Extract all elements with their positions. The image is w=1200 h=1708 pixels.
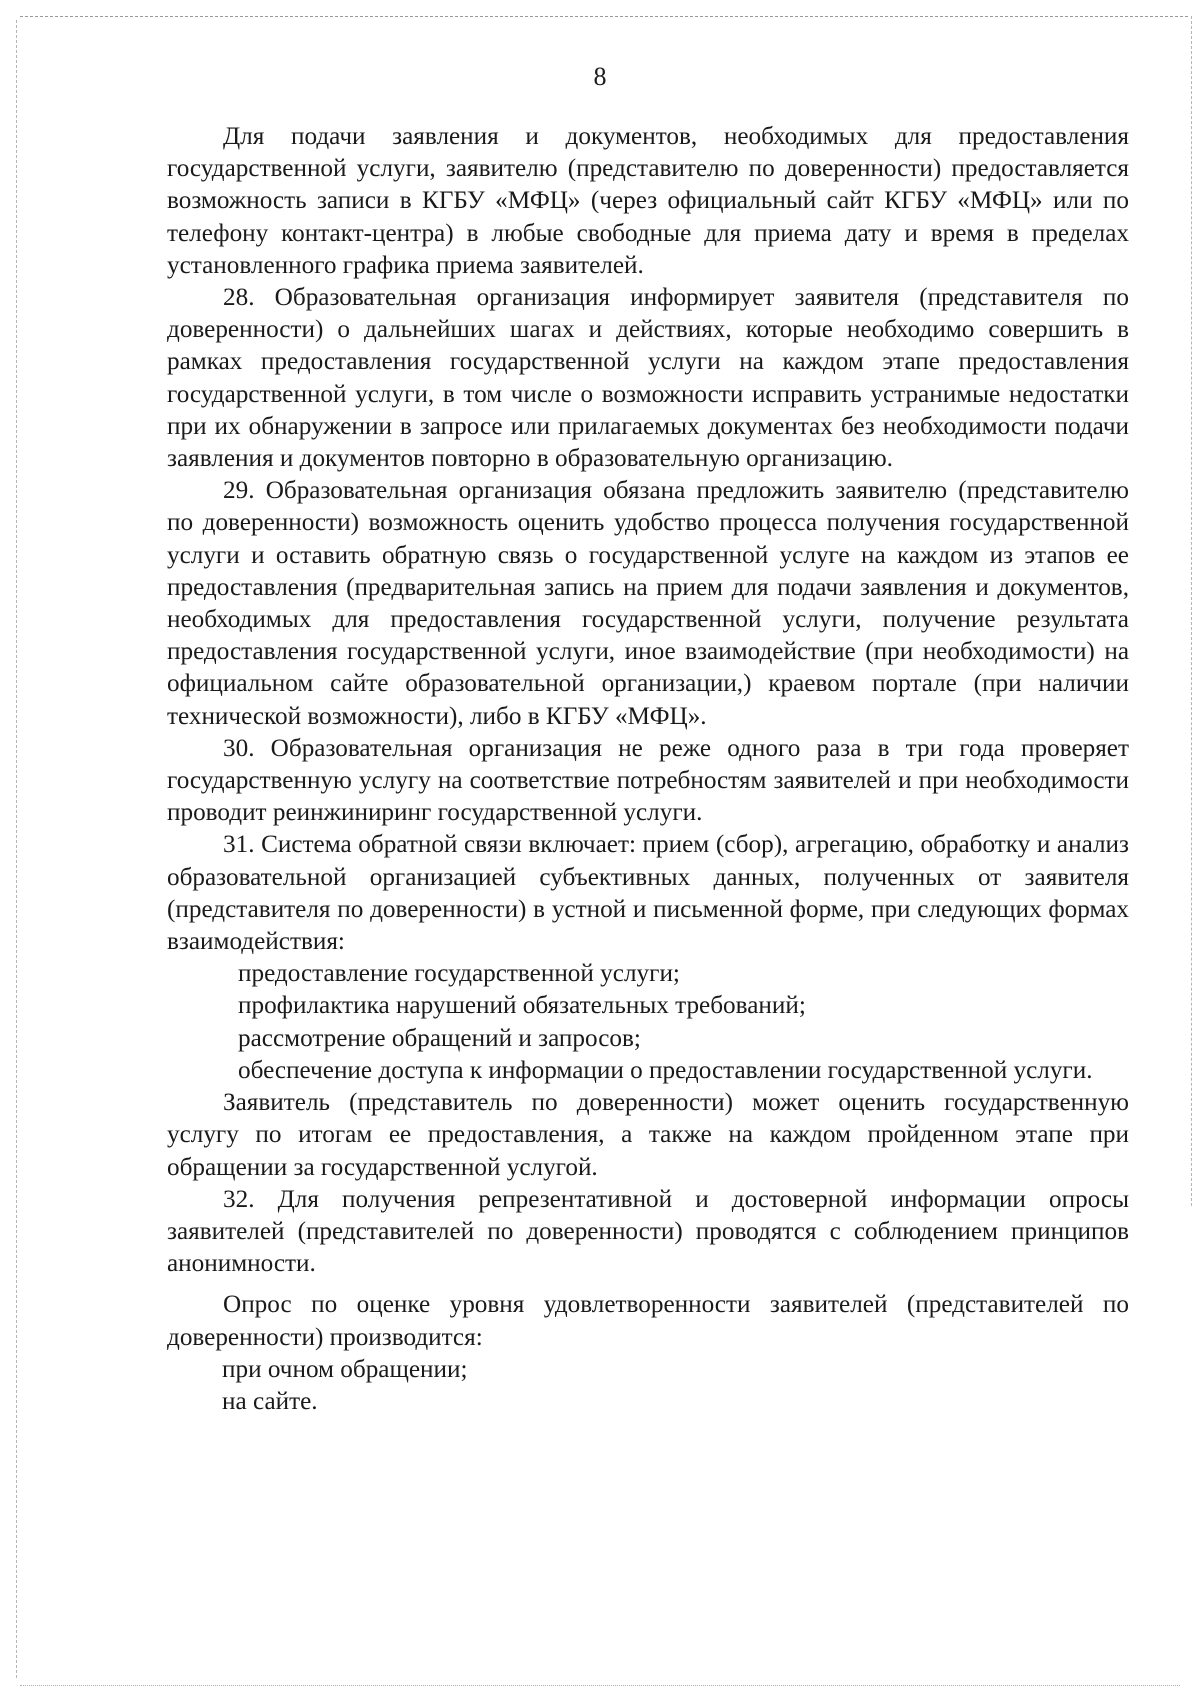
- list-item: при очном обращении;: [222, 1355, 468, 1383]
- paragraph-29: 29. Образовательная организация обязана предложить заявителю (представителю по доверенности) возможность оценить удобство процесса получения государственной услуги и оставить обратную связь о государственной услуге на каждом из этапов ее предоставления (предварительная запись на прием для подачи заявления и документов, необходимых для предоставления государственной услуги, получение результата предоставления государственной услуги, иное взаимодействие (при необходимости) на официальном сайте образовательной организации,) краевом портале (при наличии технической возможности), либо в КГБУ «МФЦ».: [167, 477, 1129, 730]
- list-item: рассмотрение обращений и запросов;: [238, 1024, 641, 1052]
- page-number: 8: [593, 62, 607, 91]
- paragraph-31: 31. Система обратной связи включает: прием (сбор), агрегацию, обработку и анализ образовательной организацией субъективных данных, полученных от заявителя (представителя по доверенности) в устной и письменной форме, при следующих формах взаимодействия:: [167, 831, 1129, 956]
- list-item: предоставление государственной услуги;: [238, 960, 680, 988]
- paragraph-intro: Для подачи заявления и документов, необходимых для предоставления государственной услуги, заявителю (представителю по доверенности) предоставляется возможность записи в КГБУ «МФЦ» (через официальный сайт КГБУ «МФЦ» или по телефону контакт-центра) в любые свободные для приема дату и время в пределах установленного графика приема заявителей.: [167, 123, 1129, 279]
- paragraph-survey: Опрос по оценке уровня удовлетворенности заявителей (представителей по доверенности) производится:: [167, 1291, 1129, 1351]
- paragraph-applicant: Заявитель (представитель по доверенности) может оценить государственную услугу по итогам ее предоставления, а также на каждом пройденном этапе при обращении за государственной услугой.: [167, 1089, 1129, 1181]
- paragraph-32: 32. Для получения репрезентативной и достоверной информации опросы заявителей (представителей по доверенности) проводятся с соблюдением принципов анонимности.: [167, 1185, 1129, 1278]
- list-item: на сайте.: [222, 1387, 318, 1415]
- document-body: [167, 121, 1129, 1418]
- list-item: обеспечение доступа к информации о предоставлении государственной услуги.: [238, 1056, 1093, 1084]
- scan-border-left: [16, 20, 17, 1678]
- scan-border-bottom: [20, 1685, 1180, 1686]
- scan-border-right: [1191, 16, 1192, 1206]
- paragraph-30: 30. Образовательная организация не реже одного раза в три года проверяет государственную услугу на соответствие потребностям заявителей и при необходимости проводит реинжиниринг государственной услуги.: [167, 734, 1129, 827]
- scan-border-top: [20, 16, 1188, 17]
- list-item: профилактика нарушений обязательных требований;: [238, 992, 806, 1020]
- paragraph-28: 28. Образовательная организация информирует заявителя (представителя по доверенности) о дальнейших шагах и действиях, которые необходимо совершить в рамках предоставления государственной услуги на каждом этапе предоставления государственной услуги, в том числе о возможности исправить устранимые недостатки при их обнаружении в запросе или прилагаемых документах без необходимости подачи заявления и документов повторно в образовательную организацию.: [167, 284, 1129, 473]
